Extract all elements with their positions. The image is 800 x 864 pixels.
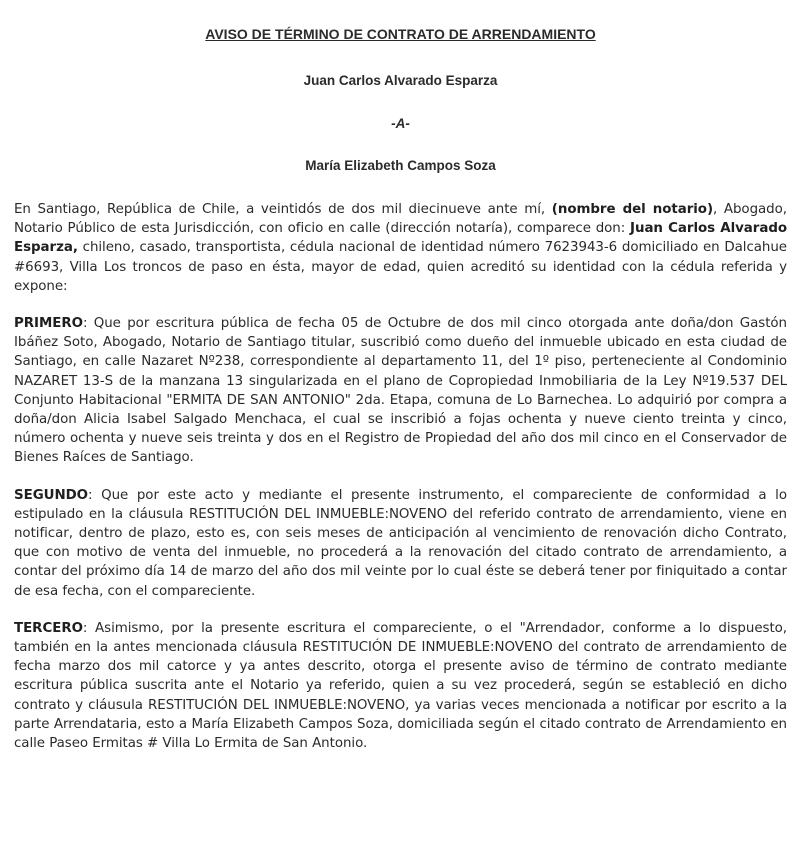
clause-primero	[14, 314, 787, 468]
clause-text-primero: : Que por escritura pública de fecha 05 de Octubre de dos mil cinco otorgada ante doña/don Gastón Ibáñez Soto, Abogado, Notario de Santiago titular, suscribió como dueño del inmueble ubicado en esta ciudad de Santiago, en calle Nazaret Nº238, correspondiente al departamento 11, del 1º piso, perteneciente al Condominio NAZARET 13-S de la manzana 13 singularizada en el plano de Copropiedad Inmobiliaria de la Ley Nº19.537 DEL Conjunto Habitacional "ERMITA DE SAN ANTONIO" 2da. Etapa, comuna de Lo Barnechea. Lo adquirió por compra a doña/don Alicia Isabel Salgado Menchaca, el cual se inscribió a fojas ochenta y nueve ciento treinta y cinco, número ochenta y nueve seis treinta y dos en el Registro de Propiedad del año dos mil cinco en el Conservador de Bienes Raíces de Santiago.	[14, 316, 787, 466]
clause-tercero	[14, 619, 787, 753]
clause-text-tercero: : Asimismo, por la presente escritura el compareciente, o el "Arrendador, conforme a lo dispuesto, también en la antes mencionada cláusula RESTITUCIÓN DE INMUEBLE:NOVENO del contrato de arrendamiento de fecha marzo dos mil catorce y ya antes descrito, otorga el presente aviso de término de contrato mediante escritura pública suscrita ante el Notario ya referido, quien a su vez procederá, según se estableció en dicho contrato y cláusula RESTITUCIÓN DEL INMUEBLE:NOVENO, ya varias veces mencionada a notificar por escrito a la parte Arrendataria, esto a María Elizabeth Campos Soza, domiciliada según el citado contrato de Arrendamiento en calle Paseo Ermitas # Villa Lo Ermita de San Antonio.	[14, 620, 787, 752]
document-title: AVISO DE TÉRMINO DE CONTRATO DE ARRENDAMIENTO	[205, 26, 596, 42]
clause-heading-tercero: TERCERO	[14, 620, 83, 636]
clause-text-segundo: : Que por este acto y mediante el presente instrumento, el compareciente de conformidad a lo estipulado en la cláusula RESTITUCIÓN DEL INMUEBLE:NOVENO del referido contrato de arrendamiento, viene en notificar, dentro de plazo, esto es, con seis meses de anticipación al vencimiento de renovación dicho Contrato, que con motivo de venta del inmueble, no procederá a la renovación del citado contrato de arrendamiento, a contar del próximo día 14 de marzo del año dos mil veinte por lo cual éste se deberá tener por finiquitado a contar de esa fecha, con el compareciente.	[14, 487, 787, 599]
party-to: María Elizabeth Campos Soza	[305, 158, 496, 173]
clause-heading-segundo: SEGUNDO	[14, 487, 89, 503]
clause-segundo	[14, 486, 787, 601]
notary-name-placeholder: (nombre del notario)	[551, 202, 714, 217]
intro-text-2: , Abogado, Notario Público de esta Jurisdicción, con oficio en calle (dirección notaría), comparece don:	[14, 202, 787, 237]
intro-text-3: chileno, casado, transportista, cédula nacional de identidad número 7623943-6 domiciliado en Dalcahue #6693, Villa Los troncos de paso en ésta, mayor de edad, quien acreditó su identidad con la cédula referida y expone:	[14, 240, 787, 294]
party-from: Juan Carlos Alvarado Esparza	[303, 73, 498, 88]
clause-heading-primero: PRIMERO	[14, 316, 83, 332]
intro-text-1: En Santiago, República de Chile, a veintidós de dos mil diecinueve ante mí,	[14, 202, 552, 217]
party-separator: -A-	[391, 116, 410, 131]
intro-paragraph	[14, 200, 787, 296]
compareciente-name: Juan Carlos Alvarado Esparza,	[14, 221, 788, 256]
